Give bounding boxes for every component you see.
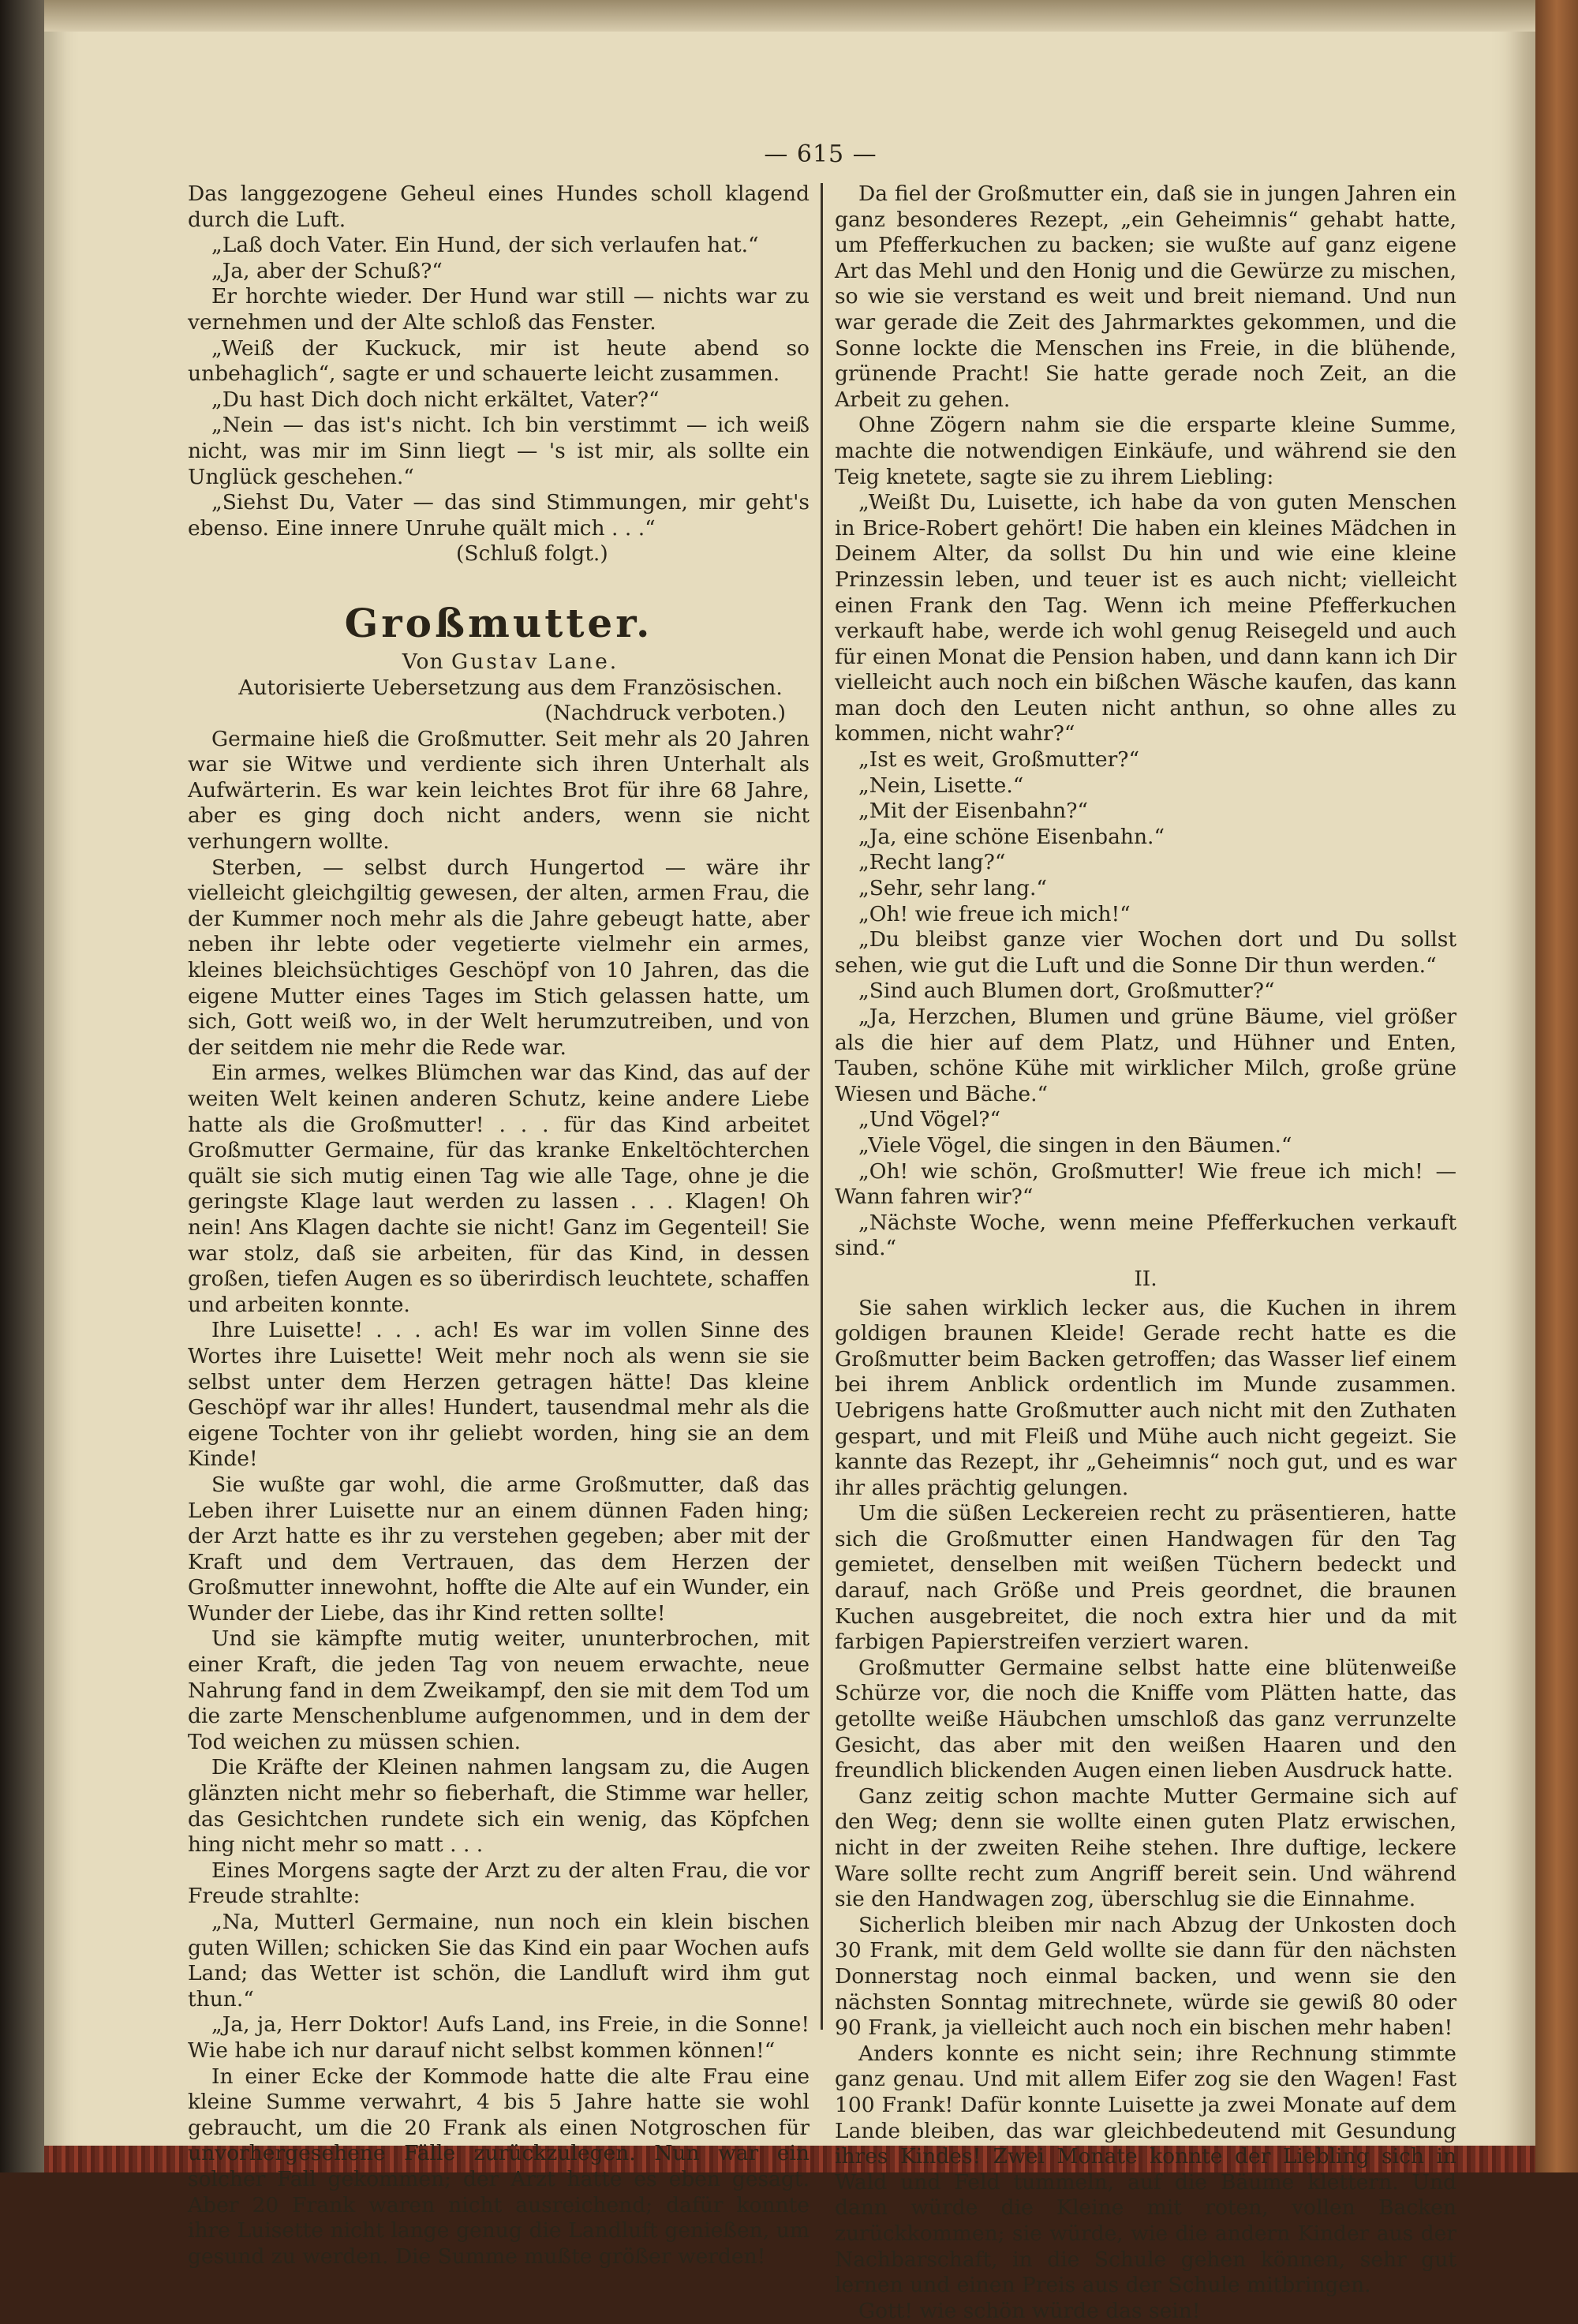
paragraph: „Ja, eine schöne Eisenbahn.“ [858,824,1165,849]
paragraph: „Du hast Dich doch nicht erkältet, Vater?“ [211,387,660,412]
story-title: Großmutter. [344,599,653,646]
paragraph: „Ja, aber der Schuß?“ [211,258,443,283]
paragraph: „Viele Vögel, die singen in den Bäumen.“ [858,1132,1292,1158]
paragraph: „Nein — das ist's nicht. Ich bin verstimmt — ich weiß nicht, was mir im Sinn liegt — 's ist mir, als sollte ein Unglück geschehen.“ [188,413,810,489]
paragraph: „Oh! wie schön, Großmutter! Wie freue ich mich! — Wann fahren wir?“ [835,1158,1456,1210]
paragraph: „Na, Mutterl Germaine, nun noch ein klein bischen guten Willen; schicken Sie das Kind ein paar Wochen aufs Land; das Wetter ist schön, die Landluft wird ihm gut thun.“ [188,1910,810,2012]
paragraph: Ihre Luisette! . . . ach! Es war im vollen Sinne des Wortes ihre Luisette! Weit mehr noch als wenn sie sie selbst unter dem Herzen getragen hätte! Das kleine Geschöpf war ihr alles! Hundert, tausendmal mehr als die eigene Tochter von ihr geliebt worden, hing sie an dem Kinde! [188,1318,810,1472]
byline [188,649,810,675]
paragraph: Er horchte wieder. Der Hund war still — nichts war zu vernehmen und der Alte schloß das Fenster. [188,284,810,335]
paragraph: „Sehr, sehr lang.“ [858,876,1047,901]
paragraph: „Mit der Eisenbahn?“ [858,799,1088,824]
rights-note: (Nachdruck verboten.) [544,701,786,726]
book-gutter [0,0,44,2172]
right-column [835,182,1456,2324]
paragraph: „Ja, ja, Herr Doktor! Aufs Land, ins Freie, in die Sonne! Wie habe ich nur darauf nicht selbst kommen können!“ [188,2012,810,2063]
section-numeral: II. [1134,1266,1157,1291]
page-number: — 615 — [764,140,877,168]
page-top-edge [44,0,1535,32]
paragraph: Die Kräfte der Kleinen nahmen langsam zu, die Augen glänzten nicht mehr so fieberhaft, die Stimme war heller, das Gesichtchen rundete sich ein wenig, das Köpfchen hing nicht mehr so matt . . . [188,1755,810,1858]
left-column [188,182,810,2270]
paragraph: „Ist es weit, Großmutter?“ [858,747,1140,773]
paragraph: „Siehst Du, Vater — das sind Stimmungen, mir geht's ebenso. Eine innere Unruhe quält mich . . .“ [188,490,810,541]
paragraph: „Weiß der Kuckuck, mir ist heute abend so unbehaglich“, sagte er und schauerte leicht zusammen. [188,335,810,387]
paragraph: „Nein, Lisette.“ [858,773,1024,798]
paragraph: „Nächste Woche, wenn meine Pfefferkuchen verkauft sind.“ [835,1210,1456,1261]
paragraph: Ohne Zögern nahm sie die ersparte kleine Summe, machte die notwendigen Einkäufe, und während sie den Teig knetete, sagte sie zu ihrem Liebling: [835,413,1456,489]
paragraph: Sie sahen wirklich lecker aus, die Kuchen in ihrem goldigen braunen Kleide! Gerade recht hatte es die Großmutter beim Backen getroffen; das Wasser lief einem bei ihrem Anblick ordentlich im Munde zusammen. Uebrigens hatte Großmutter auch nicht mit den Zuthaten gespart, und mit Fleiß und Mühe auch nicht gegeizt. Sie kannte das Rezept, ihr „Geheimnis“ noch gut, und es war ihr alles prächtig gelungen. [835,1295,1456,1500]
paragraph: Gott! wie schön würde das sein! [858,2298,1201,2323]
paragraph: Anders konnte es nicht sein; ihre Rechnung stimmte ganz genau. Und mit allem Eifer zog sie den Wagen! Fast 100 Frank! Dafür konnte Luisette ja zwei Monate auf dem Lande bleiben, das war gleichbedeutend mit Gesundung ihres Kindes! Zwei Monate konnte der Liebling sich in Wald und Feld tummeln, auf die Bäume klettern. Und dann würde die Kleine mit roten, vollen Backen zurückkommen; sie würde, wie die andern Kinder aus der Nachbarschaft, in die Schule gehen können, sehr gut lernen und einen Preis aus der Schule mitbringen. [835,2041,1456,2298]
paragraph: „Weißt Du, Luisette, ich habe da von guten Menschen in Brice-Robert gehört! Die haben ein kleines Mädchen in Deinem Alter, da sollst Du hin und wie eine kleine Prinzessin leben, und teuer ist es auch nicht; vielleicht einen Frank den Tag. Wenn ich meine Pfefferkuchen verkauft habe, werde ich wohl genug Reisegeld und auch für einen Monat die Pension haben, und dann kann ich Dir vielleicht auch noch ein bißchen Wäsche kaufen, das kann man doch den Leuten nicht anthun, so ohne alles zu kommen, nicht wahr?“ [835,490,1456,747]
paragraph: Ein armes, welkes Blümchen war das Kind, das auf der weiten Welt keinen anderen Schutz, keine andere Liebe hatte als die Großmutter! . . . für das Kind arbeitet Großmutter Germaine, für das kranke Enkeltöchterchen quält sie sich mutig einen Tag wie alle Tage, ohne je die geringste Klage laut werden zu lassen . . . Klagen! Oh nein! Ans Klagen dachte sie nicht! Ganz im Gegenteil! Sie war stolz, daß sie arbeiten, für das Kind, in dessen großen, tiefen Augen es so überirdisch leuchtete, schaffen und arbeiten konnte. [188,1061,810,1317]
paragraph: Sie wußte gar wohl, die arme Großmutter, daß das Leben ihrer Luisette nur an einem dünnen Faden hing; der Arzt hatte es ihr zu verstehen gegeben; aber mit der Kraft und dem Vertrauen, das dem Herzen der Großmutter innewohnt, hoffte die Alte auf ein Wunder, ein Wunder der Liebe, das ihr Kind retten sollte! [188,1472,810,1626]
to-be-continued-note: (Schluß folgt.) [456,541,608,567]
paragraph: Sicherlich bleiben mir nach Abzug der Unkosten doch 30 Frank, mit dem Geld wollte sie dann für den nächsten Donnerstag noch einmal backen, und wenn sie den nächsten Sonntag mitrechnete, würde sie gewiß 80 oder 90 Frank, ja vielleicht auch noch ein bischen mehr haben! [835,1912,1456,2041]
paragraph: „Oh! wie freue ich mich!“ [858,901,1131,926]
translation-note: Autorisierte Uebersetzung aus dem Französischen. [238,675,783,700]
byline-prefix: Von [402,649,444,674]
book-fore-edge [1535,0,1578,2172]
paragraph: Das langgezogene Geheul eines Hundes scholl klagend durch die Luft. [188,182,810,232]
paragraph: Und sie kämpfte mutig weiter, ununterbrochen, mit einer Kraft, die jeden Tag von neuem erwachte, neue Nahrung fand in dem Zweikampf, den sie mit dem Tod um die zarte Menschenblume aufgenommen, und in dem der Tod weichen zu müssen schien. [188,1626,810,1754]
paragraph: Ganz zeitig schon machte Mutter Germaine sich auf den Weg; denn sie wollte einen guten Platz erwischen, nicht in der zweiten Reihe stehen. Ihre duftige, leckere Ware sollte recht zum Angriff bereit sein. Und während sie den Handwagen zog, überschlug sie die Einnahme. [835,1783,1456,1912]
paragraph: Sterben, — selbst durch Hungertod — wäre ihr vielleicht gleichgiltig gewesen, der alten, armen Frau, die der Kummer noch mehr als die Jahre gebeugt hatte, aber neben ihr lebte oder vegetierte vielmehr ein armes, kleines bleichsüchtiges Geschöpf von 10 Jahren, das die eigene Mutter eines Tages im Stich gelassen hatte, um sich, Gott weiß wo, in der Welt herumzutreiben, und von der seitdem nie mehr die Rede war. [188,855,810,1060]
paragraph: Da fiel der Großmutter ein, daß sie in jungen Jahren ein ganz besonderes Rezept, „ein Geheimnis“ gehabt hatte, um Pfefferkuchen zu backen; sie wußte auf ganz eigene Art das Mehl und den Honig und die Gewürze zu mischen, so wie sie verstand es weit und breit niemand. Und nun war gerade die Zeit des Jahrmarktes gekommen, und die Sonne lockte die Menschen ins Freie, in die blühende, grünende Pracht! Sie hatte gerade noch Zeit, an die Arbeit zu gehen. [835,182,1456,412]
column-divider [821,183,823,2030]
paragraph: „Laß doch Vater. Ein Hund, der sich verlaufen hat.“ [211,233,759,258]
paragraph: Um die süßen Leckereien recht zu präsentieren, hatte sich die Großmutter einen Handwagen für den Tag gemietet, denselben mit weißen Tüchern bedeckt und darauf, nach Größe und Preis geordnet, die braunen Kuchen ausgebreitet, die noch extra hier und da mit farbigen Papierstreifen verziert waren. [835,1501,1456,1655]
paragraph: Großmutter Germaine selbst hatte eine blütenweiße Schürze vor, die noch die Kniffe vom Plätten hatte, das getollte weiße Häubchen umschloß das ganz verrunzelte Gesicht, das aber mit den weißen Haaren und den freundlich blickenden Augen einen lieben Ausdruck hatte. [835,1655,1456,1783]
paragraph: „Sind auch Blumen dort, Großmutter?“ [858,979,1275,1004]
paragraph: „Du bleibst ganze vier Wochen dort und Du sollst sehen, wie gut die Luft und die Sonne Dir thun werden.“ [835,927,1456,978]
paragraph: Germaine hieß die Großmutter. Seit mehr als 20 Jahren war sie Witwe und verdiente sich ihren Unterhalt als Aufwärterin. Es war kein leichtes Brot für ihre 68 Jahre, aber es ging doch nicht anders, wenn sie nicht verhungern wollte. [188,726,810,855]
paragraph: „Und Vögel?“ [858,1107,1001,1132]
paragraph: In einer Ecke der Kommode hatte die alte Frau eine kleine Summe verwahrt, 4 bis 5 Jahre hatte sie wohl gebraucht, um die 20 Frank als einen Notgroschen für unvorhergesehene Fälle zurückzulegen. Nun war ein solcher Fall gekommen; der Arzt hatte es eben gesagt. Aber 20 Frank waren nicht ausreichend; dafür konnte ihre Luisette nicht lange genug die Landluft genießen, um gesund zu werden. Die Summe mußte größer werden! [188,2064,810,2269]
paragraph: „Recht lang?“ [858,850,1006,875]
paragraph: „Ja, Herzchen, Blumen und grüne Bäume, viel größer als die hier auf dem Platz, und Hühner und Enten, Tauben, schöne Kühe mit wirklicher Milch, große grüne Wiesen und Bäche.“ [835,1005,1456,1106]
author-name: Gustav Lane. [451,649,619,674]
paragraph: Eines Morgens sagte der Arzt zu der alten Frau, die vor Freude strahlte: [188,1858,810,1909]
